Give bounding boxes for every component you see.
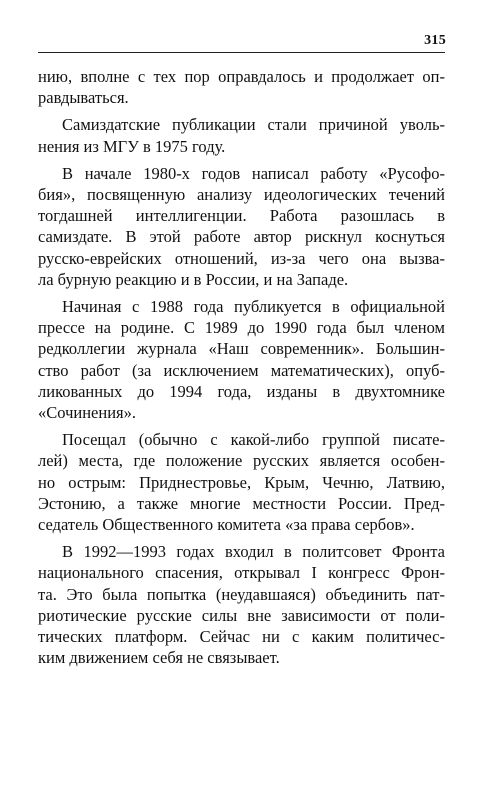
text-line: бия», посвященную анализу идеологических течений <box>38 185 445 205</box>
text-line: «Сочинения». <box>38 403 136 423</box>
text-line: седатель Общественного комитета «за права сербов». <box>38 515 415 535</box>
paragraph <box>38 541 445 668</box>
paragraph <box>38 296 445 423</box>
text-line: Эстонию, а также многие местности России. Пред- <box>38 493 445 513</box>
text-line: но острым: Приднестровье, Крым, Чечню, Латвию, <box>38 472 445 492</box>
paragraph <box>38 66 445 108</box>
text-line: В 1992—1993 годах входил в политсовет Фронта <box>62 542 445 562</box>
text-line: тических платформ. Сейчас ни с каким политичес- <box>38 627 445 647</box>
text-line: ликованных до 1994 года, изданы в двухтомнике <box>38 381 445 401</box>
text-line: прессе на родине. С 1989 до 1990 года был членом <box>38 318 445 338</box>
text-line: самиздате. В этой работе автор рискнул коснуться <box>38 227 445 247</box>
text-line: нию, вполне с тех пор оправдалось и продолжает оп- <box>38 67 445 86</box>
text-line: национального спасения, открывал I конгресс Фрон- <box>38 563 445 583</box>
text-line: Посещал (обычно с какой-либо группой писате- <box>62 430 445 450</box>
text-line: ким движением себя не связывает. <box>38 648 280 668</box>
text-line: риотические русские силы вне зависимости от поли- <box>38 605 445 625</box>
text-line: русско-еврейских отношений, из-за чего она вызва- <box>38 248 445 268</box>
text-line: редколлегии журнала «Наш современник». Большин- <box>38 339 445 359</box>
text-line: В начале 1980-х годов написал работу «Русофо- <box>62 163 445 183</box>
paragraph <box>38 114 445 156</box>
text-line: Начиная с 1988 года публикуется в официальной <box>62 297 445 317</box>
header-rule <box>38 52 445 53</box>
text-line: лей) места, где положение русских является особен- <box>38 451 445 471</box>
text-line: та. Это была попытка (неудавшаяся) объединить пат- <box>38 584 445 604</box>
text-line: равдываться. <box>38 88 129 108</box>
text-line: нения из МГУ в 1975 году. <box>38 136 226 156</box>
text-line: Самиздатские публикации стали причиной уволь- <box>62 115 445 135</box>
text-line: ство работ (за исключением математических), опуб- <box>38 360 445 380</box>
paragraph <box>38 163 445 290</box>
text-line: ла бурную реакцию и в России, и на Западе. <box>38 269 349 289</box>
body-text <box>38 66 445 668</box>
paragraph <box>38 429 445 535</box>
page-number: 315 <box>424 33 446 48</box>
text-line: тогдашней интеллигенции. Работа разошлась в <box>38 206 445 226</box>
